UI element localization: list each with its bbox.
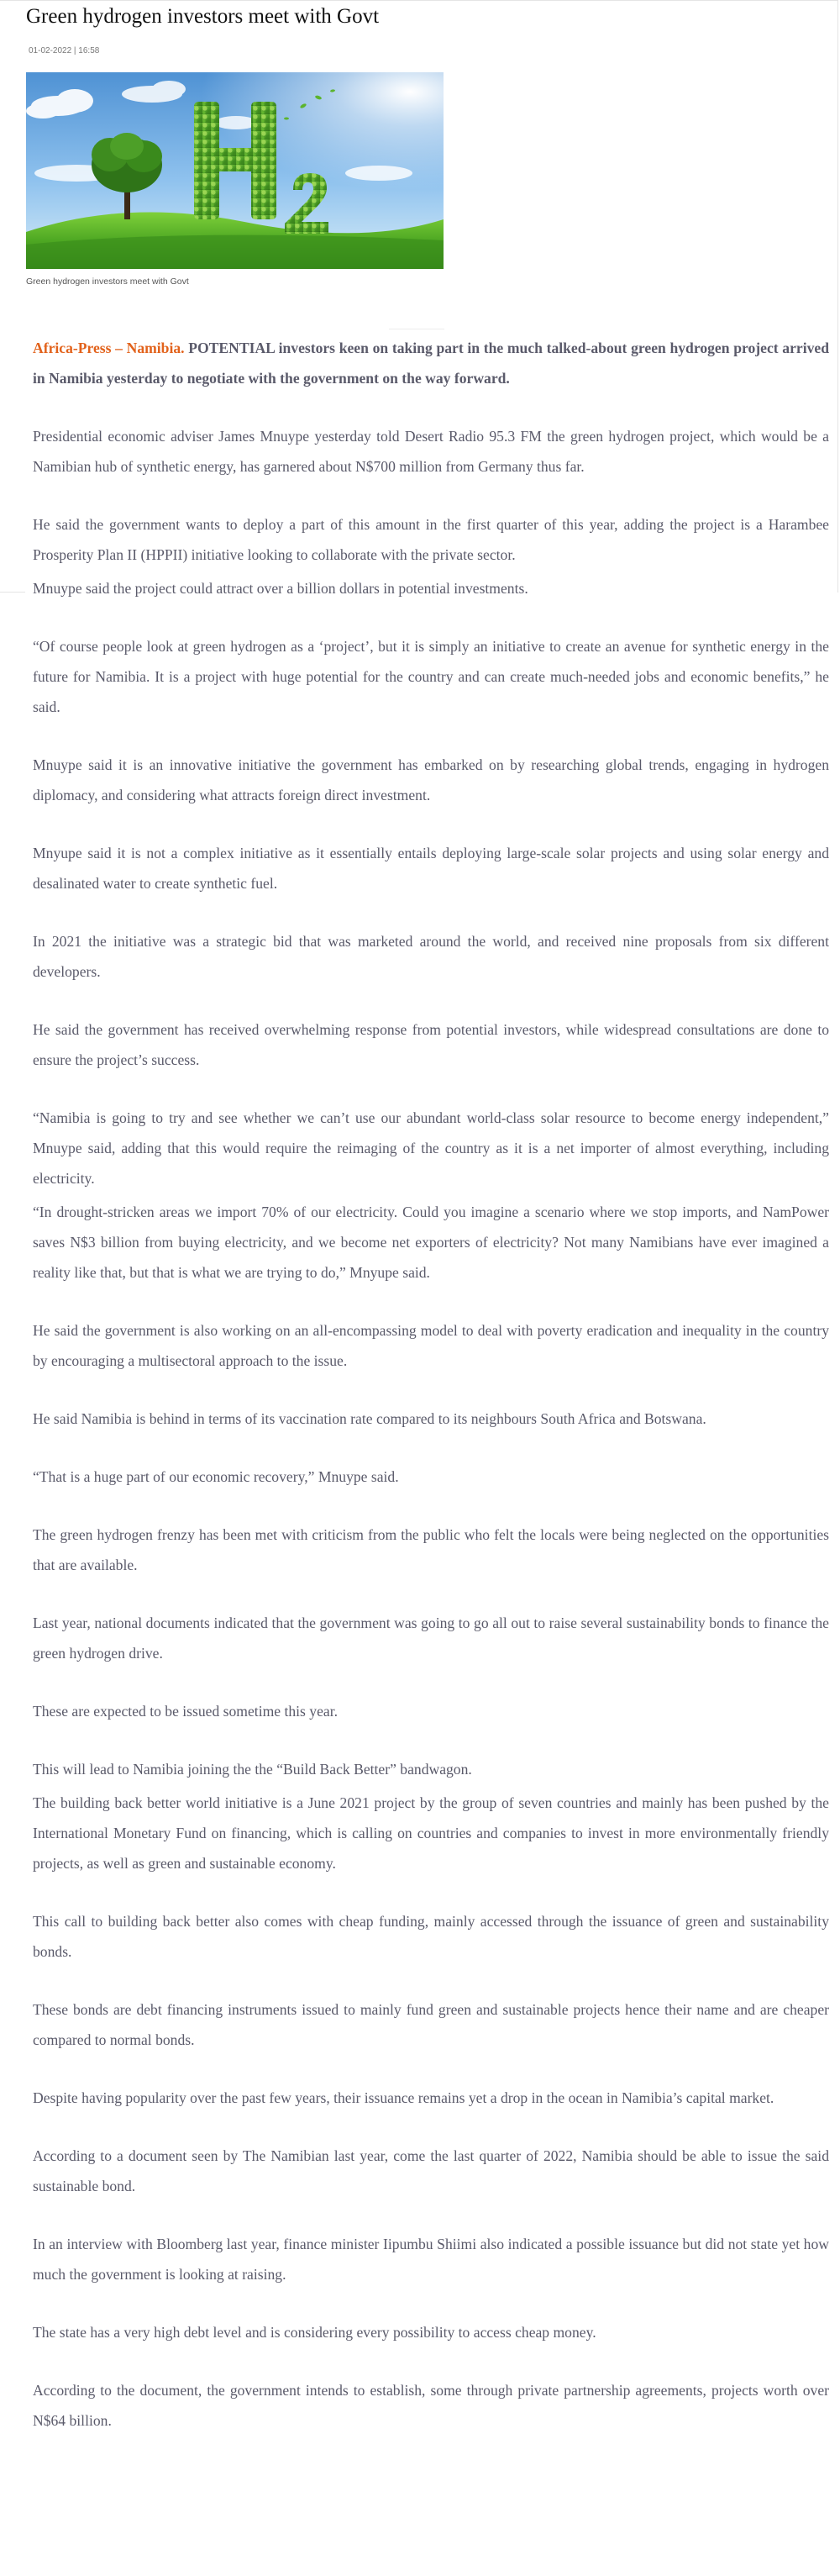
paragraph: Mnuype said the project could attract over a billion dollars in potential investments.: [33, 580, 528, 597]
paragraph: These are expected to be issued sometime this year.: [33, 1703, 338, 1720]
paragraph: The building back better world initiative is a June 2021 project by the group of seven countries and mainly has been pushed by the International Monetary Fund on financing, which is calling on countries and companies to invest in more environmentally friendly projects, as well as green and sustainable economy.: [33, 1794, 829, 1872]
frame-divider: [0, 592, 25, 593]
paragraph: He said the government is also working on an all-encompassing model to deal with poverty eradication and inequality in the country by encouraging a multisectoral approach to the issue.: [33, 1322, 829, 1369]
paragraph: “In drought-stricken areas we import 70% of our electricity. Could you imagine a scenario where we stop imports, and NamPower saves N$3 billion from buying electricity, and we become net exporters of electricity? Not many Namibians have ever imagined a reality like that, but that is what we are trying to do,” Mnyupe said.: [33, 1204, 829, 1281]
paragraph: The state has a very high debt level and is considering every possibility to access cheap money.: [33, 2324, 596, 2341]
lead-paragraph: [33, 333, 829, 393]
paragraph: Last year, national documents indicated that the government was going to go all out to raise several sustainability bonds to finance the green hydrogen drive.: [33, 1615, 829, 1662]
paragraph: He said the government has received overwhelming response from potential investors, while widespread consultations are done to ensure the project’s success.: [33, 1021, 829, 1068]
paragraph: He said Namibia is behind in terms of its vaccination rate compared to its neighbours South Africa and Botswana.: [33, 1410, 706, 1427]
paragraph: The green hydrogen frenzy has been met with criticism from the public who felt the locals were being neglected on the opportunities that are available.: [33, 1526, 829, 1573]
paragraph: These bonds are debt financing instruments issued to mainly fund green and sustainable projects hence their name and are cheaper compared to normal bonds.: [33, 2001, 829, 2048]
paragraph: This will lead to Namibia joining the the “Build Back Better” bandwagon.: [33, 1761, 472, 1778]
paragraph: In an interview with Bloomberg last year, finance minister Iipumbu Shiimi also indicated a possible issuance but did not state yet how much the government is looking at raising.: [33, 2236, 829, 2283]
paragraph: Presidential economic adviser James Mnuype yesterday told Desert Radio 95.3 FM the green hydrogen project, which would be a Namibian hub of synthetic energy, has garnered about N$700 million from Germany thus far.: [33, 428, 829, 475]
paragraph: “Of course people look at green hydrogen as a ‘project’, but it is simply an initiative to create an avenue for synthetic energy in the future for Namibia. It is a project with huge potential for the country and can create much-needed jobs and economic benefits,” he said.: [33, 638, 829, 715]
paragraph: He said the government wants to deploy a part of this amount in the first quarter of this year, adding the project is a Harambee Prosperity Plan II (HPPII) initiative looking to collaborate with the private sector.: [33, 516, 829, 563]
article-body: [33, 333, 829, 2463]
paragraph: In 2021 the initiative was a strategic bid that was marketed around the world, and received nine proposals from six different developers.: [33, 933, 829, 980]
paragraph: Mnyupe said it is not a complex initiative as it essentially entails deploying large-scale solar projects and using solar energy and desalinated water to create synthetic fuel.: [33, 845, 829, 892]
paragraph: This call to building back better also comes with cheap funding, mainly accessed through the issuance of green and sustainability bonds.: [33, 1913, 829, 1960]
publish-date: 01-02-2022 | 16:58: [29, 46, 100, 55]
paragraph: According to the document, the government intends to establish, some through private partnership agreements, projects worth over N$64 billion.: [33, 2382, 829, 2429]
hero-image: [26, 72, 444, 269]
paragraph: Despite having popularity over the past few years, their issuance remains yet a drop in the ocean in Namibia’s capital market.: [33, 2089, 774, 2106]
paragraph: According to a document seen by The Namibian last year, come the last quarter of 2022, Namibia should be able to issue the said sustainable bond.: [33, 2147, 829, 2194]
article-title: Green hydrogen investors meet with Govt: [26, 5, 380, 28]
paragraph: “Namibia is going to try and see whether we can’t use our abundant world-class solar resource to become energy independent,” Mnuype said, adding that this would require the reimaging of the country as it is a net importer of almost everything, including electricity.: [33, 1109, 829, 1187]
source-label: Africa-Press – Namibia.: [33, 340, 185, 356]
paragraph: Mnuype said it is an innovative initiative the government has embarked on by researching global trends, engaging in hydrogen diplomacy, and considering what attracts foreign direct investment.: [33, 756, 829, 803]
lead-text: POTENTIAL investors keen on taking part in the much talked-about green hydrogen project arrived in Namibia yesterday to negotiate with the government on the way forward.: [33, 340, 829, 387]
paragraph: “That is a huge part of our economic recovery,” Mnuype said.: [33, 1468, 399, 1485]
h2-illustration: [26, 72, 444, 269]
image-caption: Green hydrogen investors meet with Govt: [26, 277, 189, 287]
